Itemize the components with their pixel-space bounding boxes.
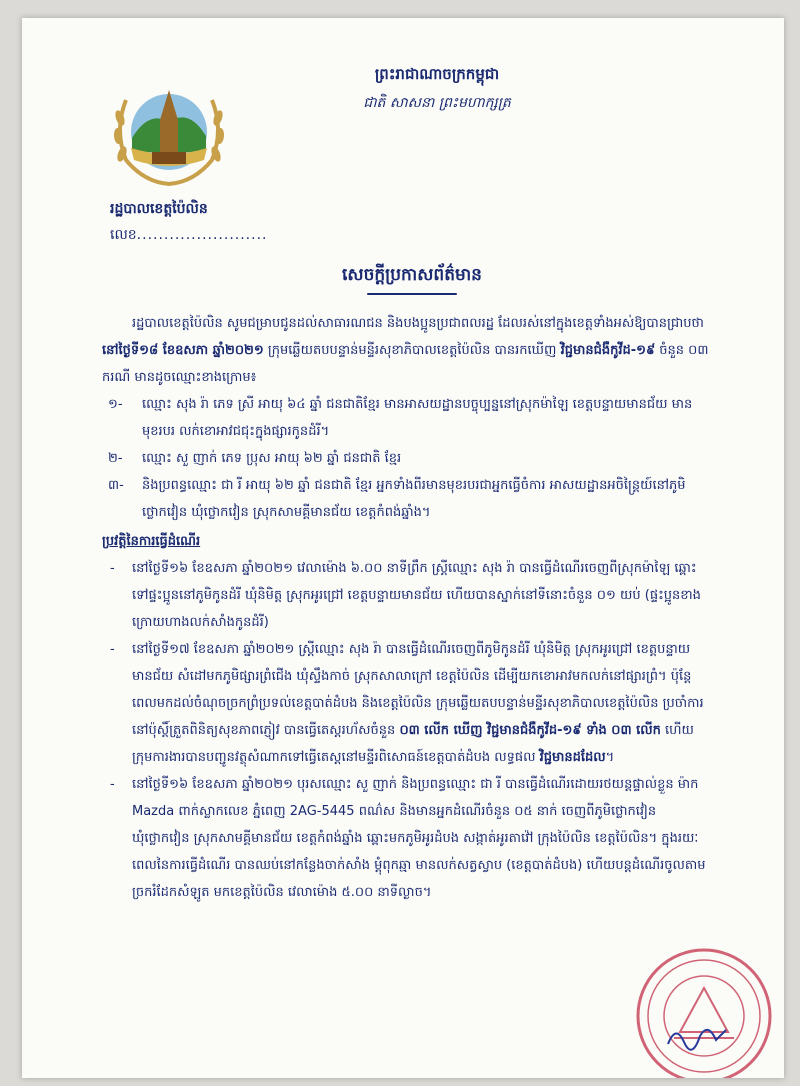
document-body [102,310,712,906]
document-page [22,18,784,1078]
travel-bullet: - នៅថ្ងៃទី១៦ ខែឧសភា ឆ្នាំ២០២១ វេលាម៉ោង ៦.០០ នាទីព្រឹក ស្ត្រីឈ្មោះ សុង រ៉ា បានធ្វើដំណើរចេញពីស្រុកម៉ាឡៃ ឆ្ពោះទៅផ្ទះប្អូននៅភូមិកូនដំរី ឃុំនិមិត្ត ស្រុកអូរជ្រៅ ខេត្តបន្ទាយមានជ័យ ហើយបានស្នាក់នៅទីនោះចំនួន ០១ យប់ (ផ្ទះប្អូនខាងក្រោយហាងលក់សាំងកូនដំរី) [110,561,701,630]
signature [662,1016,732,1056]
national-motto: ជាតិ សាសនា ព្រះមហាក្សត្រ [363,95,511,111]
case-item: ១- ឈ្មោះ សុង រ៉ា ភេទ ស្រី អាយុ ៦៤ ឆ្នាំ ជនជាតិខ្មែរ មានអាសយដ្ឋានបច្ចុប្បន្ននៅស្រុកម៉ាឡៃ ខេត្តបន្ទាយមានជ័យ មានមុខរបរ លក់ខោអាវជជុះក្នុងផ្សារកូនដំរី។ [108,397,693,439]
travel-bullet: - នៅថ្ងៃទី១៧ ខែឧសភា ឆ្នាំ២០២១ ស្ត្រីឈ្មោះ សុង រ៉ា បានធ្វើដំណើរចេញពីភូមិកូនដំរី ឃុំនិមិត្ត ស្រុកអូរជ្រៅ ខេត្តបន្ទាយមានជ័យ សំដៅមកភូមិផ្សារព្រំជើង ឃុំស្ទឹងកាច់ ស្រុកសាលាក្រៅ ខេត្តប៉ៃលិន ដើម្បីយកខោអាវមកលក់នៅផ្សារព្រំ។ ប៉ុន្តែពេលមកដល់ចំណុចច្រកព្រំប្រទល់ខេត្តបាត់ដំបង និងខេត្តប៉ៃលិន ក្រុមឆ្លើយតបបន្ទាន់មន្ទីរសុខាភិបាលខេត្តប៉ៃលិន ប្រចាំការនៅប៉ុស្តិ៍ត្រួតពិនិត្យសុខភាពភ្ញៀវ បានធ្វើតេស្តរហ័សចំនួន ០៣ លើក ឃើញ វិជ្ជមានជំងឺកូវីដ-១៩ ទាំង ០៣ លើក ហើយក្រុមការងារបានបញ្ជូនវត្ថុសំណាកទៅធ្វើតេស្តនៅមន្ទីរពិសោធន៍ខេត្តបាត់ដំបង លទ្ធផល វិជ្ជមានដដែល។ [110,642,704,765]
title-underline [367,293,457,295]
official-seal-stamp [610,934,784,1078]
reference-number [110,224,267,246]
ref-label: លេខ [110,227,137,243]
document-title: សេចក្ដីប្រកាសព័ត៌មាន [342,265,482,285]
intro-paragraph: រដ្ឋបាលខេត្តប៉ៃលិន សូមជម្រាបជូនដល់សាធារណជន និងបងប្អូនប្រជាពលរដ្ឋ ដែលរស់នៅក្នុងខេត្តទាំងអស់ឱ្យបានជ្រាបថា នៅថ្ងៃទី១៨ ខែឧសភា ឆ្នាំ២០២១ ក្រុមឆ្លើយតបបន្ទាន់មន្ទីរសុខាភិបាលខេត្តប៉ៃលិន បានរកឃើញ វិជ្ជមានជំងឺកូវីដ-១៩ ចំនួន ០៣ ករណី មានដូចឈ្មោះខាងក្រោម៖ [102,316,709,385]
ref-dots: ........................ [136,227,268,243]
issuing-office: រដ្ឋបាលខេត្តប៉ៃលិន [110,201,208,217]
case-item: ៣- និងប្រពន្ធឈ្មោះ ជា រី អាយុ ៦២ ឆ្នាំ ជនជាតិ ខ្មែរ អ្នកទាំងពីរមានមុខរបរជាអ្នកធ្វើចំការ អាសយដ្ឋានអចិន្ត្រៃយ៍នៅភូមិថ្លោកវៀន ឃុំថ្លោកវៀន ស្រុកសាមគ្គីមានជ័យ ខេត្តកំពង់ឆ្នាំង។ [108,478,686,520]
travel-history-heading: ប្រវត្តិនៃការធ្វើដំណើរ [102,534,201,549]
travel-bullet: - នៅថ្ងៃទី១៦ ខែឧសភា ឆ្នាំ២០២១ បុរសឈ្មោះ សួ ញាក់ និងប្រពន្ធឈ្មោះ ជា រី បានធ្វើដំណើរដោយរថយន្តផ្ទាល់ខ្លួន ម៉ាក Mazda ពាក់ស្លាកលេខ ភ្នំពេញ 2AG-5445 ពណ៌ស និងមានអ្នកដំណើរចំនួន ០៥ នាក់ ចេញពីភូមិថ្លោកវៀន ឃុំថ្លោកវៀន ស្រុកសាមគ្គីមានជ័យ ខេត្តកំពង់ឆ្នាំង ឆ្ពោះមកភូមិអូរដំបង សង្កាត់អូរតាវ៉ៅ ក្រុងប៉ៃលិន ខេត្តប៉ៃលិន។ ក្នុងរយៈពេលនៃការធ្វើដំណើរ បានឈប់នៅកន្លែងចាក់សាំង ម្តុំពុកឆ្មា មានលក់សត្វស្វាប (ខេត្តបាត់ដំបង) ហើយបន្តដំណើរចូលតាមច្រករំដែកសំឡូត មកខេត្តប៉ៃលិន វេលាម៉ោង ៥.០០ នាទីល្ងាច។ [110,777,706,900]
pailin-provincial-emblem [104,60,234,190]
case-item: ២- ឈ្មោះ សួ ញាក់ ភេទ ប្រុស អាយុ ៦២ ឆ្នាំ ជនជាតិ ខ្មែរ [108,451,402,466]
kingdom-heading: ព្រះរាជាណាចក្រកម្ពុជា [374,65,500,83]
